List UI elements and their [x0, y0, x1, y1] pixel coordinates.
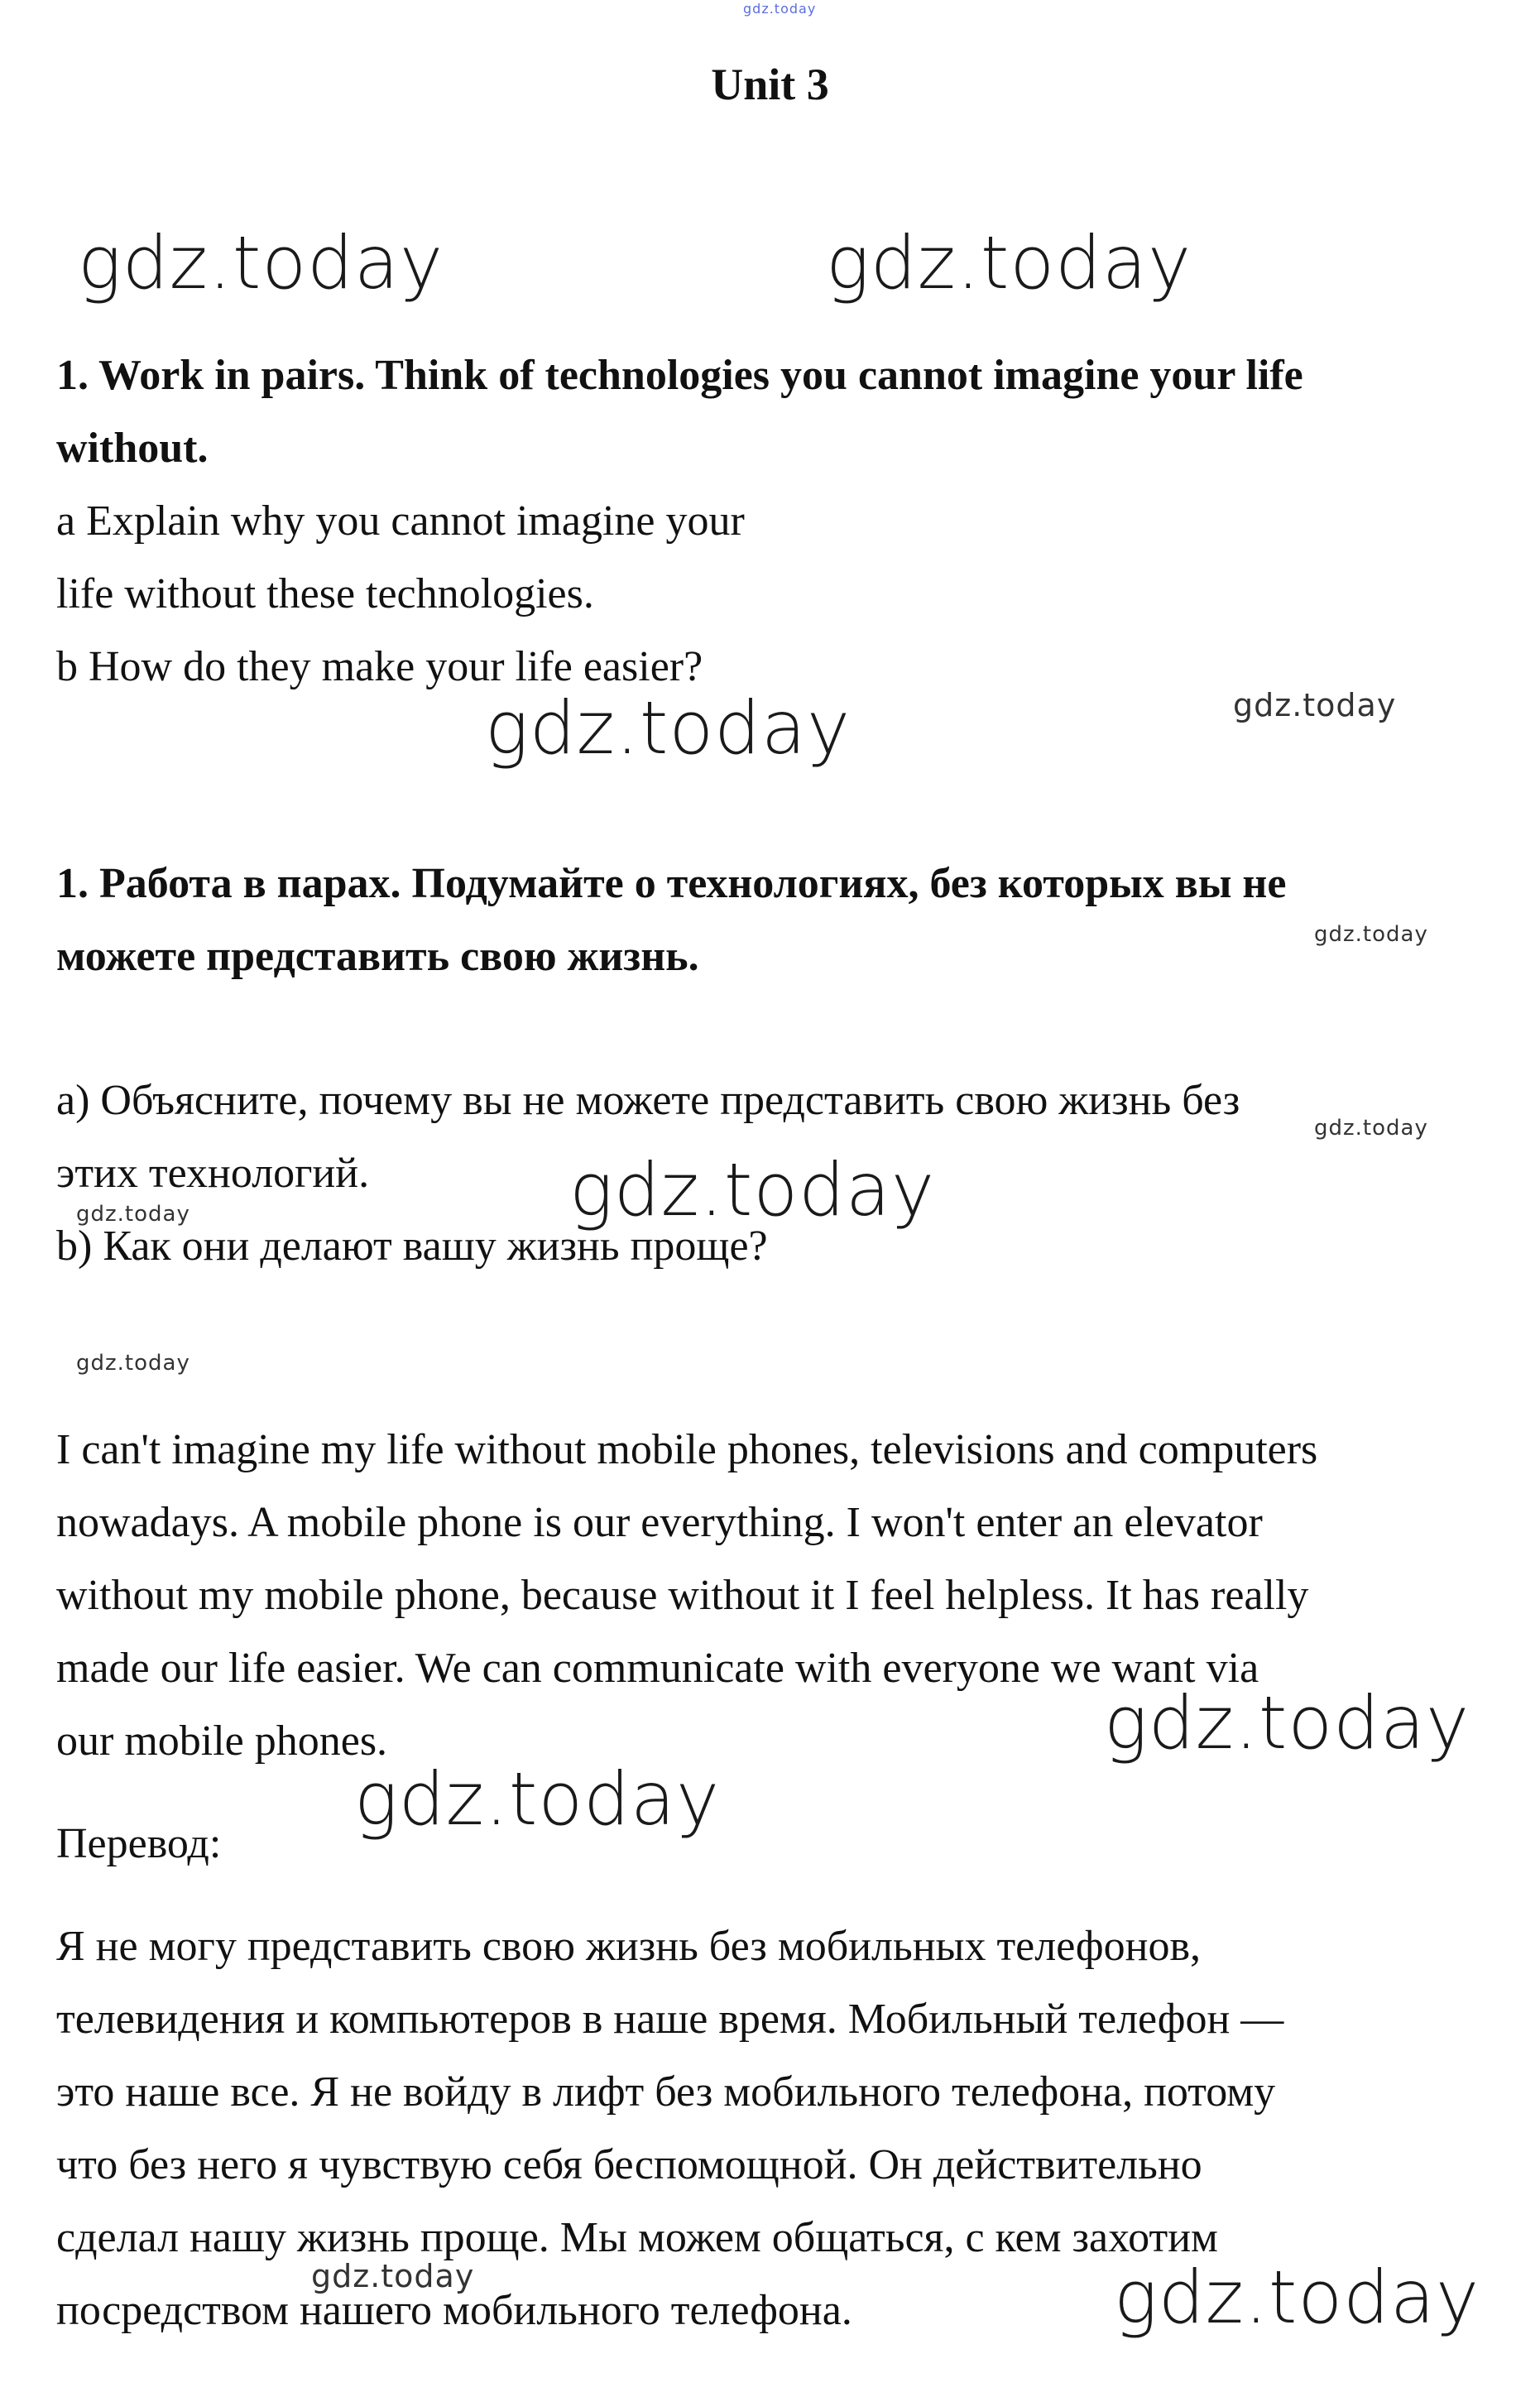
- task-ru-heading: [56, 848, 1286, 993]
- translation-line-6: посредством нашего мобильного телефона.: [56, 2287, 852, 2334]
- task-en-heading: [56, 339, 1303, 485]
- translation-line-2: телевидения и компьютеров в наше время. Мобильный телефон —: [56, 1996, 1284, 2043]
- task-ru-item-a-line-2: этих технологий.: [56, 1150, 370, 1197]
- task-ru-heading-line-2: можете представить свою жизнь.: [56, 933, 699, 980]
- task-ru-heading-line-1: 1. Работа в парах. Подумайте о технологиях, без которых вы не: [56, 860, 1287, 907]
- answer-en-line-1: I can't imagine my life without mobile phones, televisions and computers: [56, 1426, 1318, 1473]
- watermark: gdz.today: [78, 220, 444, 305]
- watermark: gdz.today: [1114, 2255, 1480, 2340]
- watermark: gdz.today: [76, 1351, 190, 1376]
- task-en-item-a-line-2: life without these technologies.: [56, 570, 594, 617]
- watermark-top: gdz.today: [743, 1, 817, 17]
- watermark: gdz.today: [1233, 687, 1397, 723]
- watermark: gdz.today: [1104, 1680, 1470, 1765]
- translation-label-text: Перевод:: [56, 1820, 222, 1867]
- watermark: gdz.today: [1314, 922, 1428, 947]
- watermark: gdz.today: [354, 1756, 721, 1842]
- translation-line-4: что без него я чувствую себя беспомощной. Он действительно: [56, 2141, 1202, 2188]
- watermark: gdz.today: [826, 220, 1192, 305]
- answer-en-line-4: made our life easier. We can communicate with everyone we want via: [56, 1645, 1259, 1692]
- translation-line-5: сделал нашу жизнь проще. Мы можем общаться, с кем захотим: [56, 2214, 1218, 2261]
- watermark: gdz.today: [311, 2258, 475, 2294]
- answer-en-line-5: our mobile phones.: [56, 1717, 388, 1765]
- task-en-item-a: [56, 485, 745, 631]
- task-ru-item-a-line-1: a) Объясните, почему вы не можете представить свою жизнь без: [56, 1077, 1240, 1124]
- translation-line-1: Я не могу представить свою жизнь без мобильных телефонов,: [56, 1923, 1202, 1970]
- watermark: gdz.today: [485, 685, 852, 771]
- answer-en-line-2: nowadays. A mobile phone is our everything. I won't enter an elevator: [56, 1499, 1263, 1546]
- task-en-heading-line-2: without.: [56, 425, 209, 472]
- task-en-item-b-line: b How do they make your life easier?: [56, 643, 703, 690]
- watermark: gdz.today: [1314, 1116, 1428, 1141]
- task-en-heading-line-1: 1. Work in pairs. Think of technologies you cannot imagine your life: [56, 352, 1303, 399]
- task-en-item-a-line-1: a Explain why you cannot imagine your: [56, 497, 745, 545]
- translation-text: [56, 1910, 1283, 2347]
- page-title: Unit 3: [711, 60, 829, 109]
- answer-en-line-3: without my mobile phone, because without it I feel helpless. It has really: [56, 1572, 1309, 1619]
- translation-line-3: это наше все. Я не войду в лифт без мобильного телефона, потому: [56, 2068, 1276, 2116]
- watermark: gdz.today: [76, 1202, 190, 1227]
- task-ru-item-b-line: b) Как они делают вашу жизнь проще?: [56, 1223, 768, 1270]
- translation-label: [56, 1808, 221, 1881]
- watermark: gdz.today: [569, 1147, 936, 1232]
